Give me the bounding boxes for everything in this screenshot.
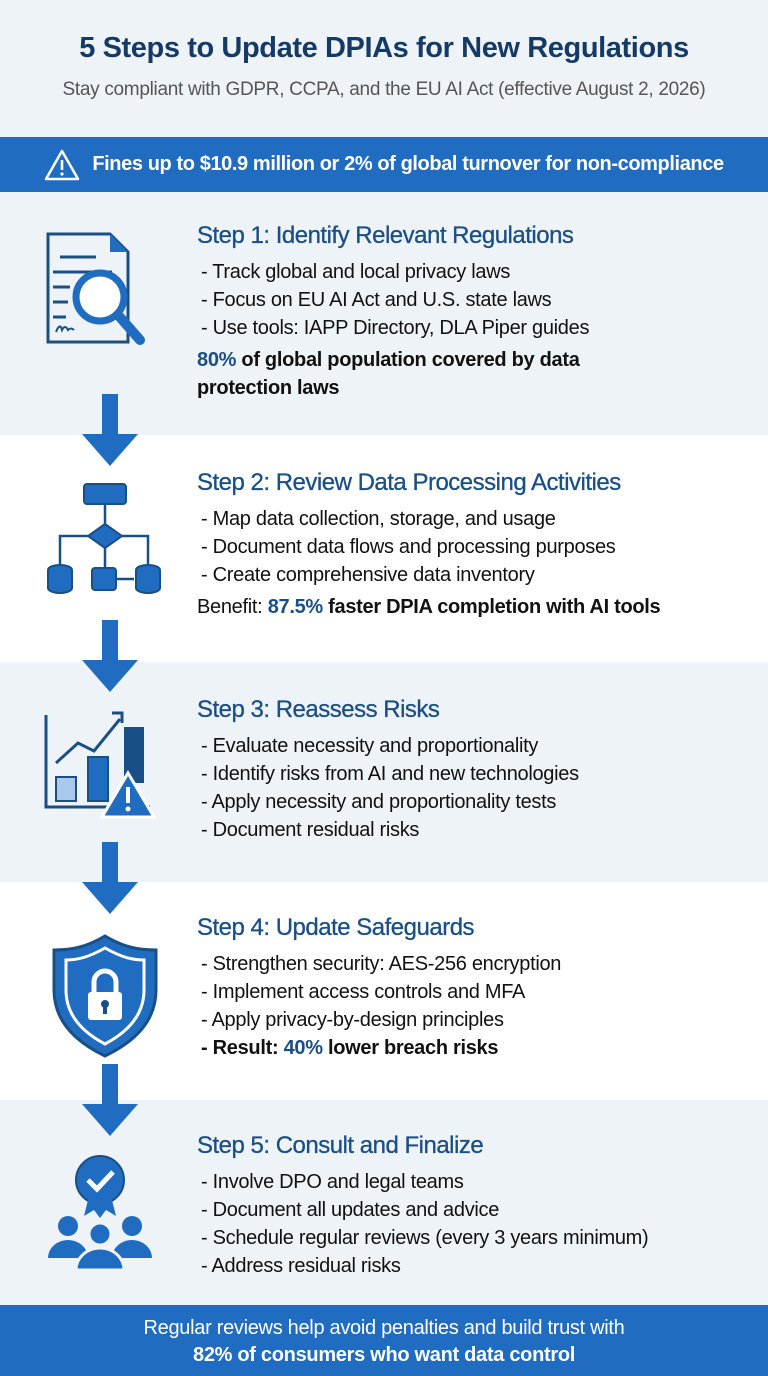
bullet: - Schedule regular reviews (every 3 years minimum) [201,1227,649,1249]
step-title: Step 3: Reassess Risks [197,696,440,723]
bullet: - Document all updates and advice [201,1199,500,1221]
bullet: - Involve DPO and legal teams [201,1171,464,1193]
bullet: - Document residual risks [201,819,420,841]
step-title: Step 4: Update Safeguards [197,914,475,941]
bullet: - Use tools: IAPP Directory, DLA Piper guides [201,317,590,339]
bullet: - Apply necessity and proportionality tests [201,791,557,813]
footer-line-1: Regular reviews help avoid penalties and build trust with [143,1317,625,1339]
bullet: - Apply privacy-by-design principles [201,1009,504,1031]
step-stat: - Result: 40% lower breach risks [201,1037,499,1059]
step-stat: 80% of global population covered by data protection laws [197,349,580,399]
arrow-down-icon [82,842,138,914]
bullet: - Create comprehensive data inventory [201,564,535,586]
step-bullets [197,258,768,342]
bullet: - Strengthen security: AES-256 encryption [201,953,562,975]
step-title: Step 5: Consult and Finalize [197,1132,484,1159]
banner-text: Fines up to $10.9 million or 2% of global turnover for non-compliance [92,153,724,175]
bullet: - Identify risks from AI and new technologies [201,763,579,785]
footer-line-2: 82% of consumers who want data control [193,1344,575,1366]
step-title: Step 2: Review Data Processing Activities [197,469,621,496]
risk-chart-icon [40,707,170,837]
page-subtitle: Stay compliant with GDPR, CCPA, and the EU AI Act (effective August 2, 2026) [62,79,706,100]
bullet: - Map data collection, storage, and usage [201,508,556,530]
bullet: - Address residual risks [201,1255,401,1277]
bullet: - Document data flows and processing purposes [201,536,616,558]
arrow-down-icon [82,620,138,692]
arrow-down-icon [82,394,138,466]
bullet: - Evaluate necessity and proportionality [201,735,539,757]
page-title: 5 Steps to Update DPIAs for New Regulations [79,32,689,64]
team-approval-icon [40,1150,170,1280]
step-stat: Benefit: 87.5% faster DPIA completion with AI tools [197,596,661,618]
step-bullets [197,505,768,589]
step-title: Step 1: Identify Relevant Regulations [197,222,574,249]
step-bullets [197,950,768,1034]
fines-banner [0,137,768,192]
bullet: - Focus on EU AI Act and U.S. state laws [201,289,552,311]
footer [0,1305,768,1376]
bullet: - Track global and local privacy laws [201,261,511,283]
step-bullets [197,732,768,844]
flowchart-icon [40,480,170,610]
arrow-down-icon [82,1064,138,1136]
document-search-icon [40,232,170,362]
shield-lock-icon [40,932,170,1062]
header [0,0,768,137]
warning-icon [44,149,80,181]
bullet: - Implement access controls and MFA [201,981,526,1003]
step-bullets [197,1168,768,1280]
